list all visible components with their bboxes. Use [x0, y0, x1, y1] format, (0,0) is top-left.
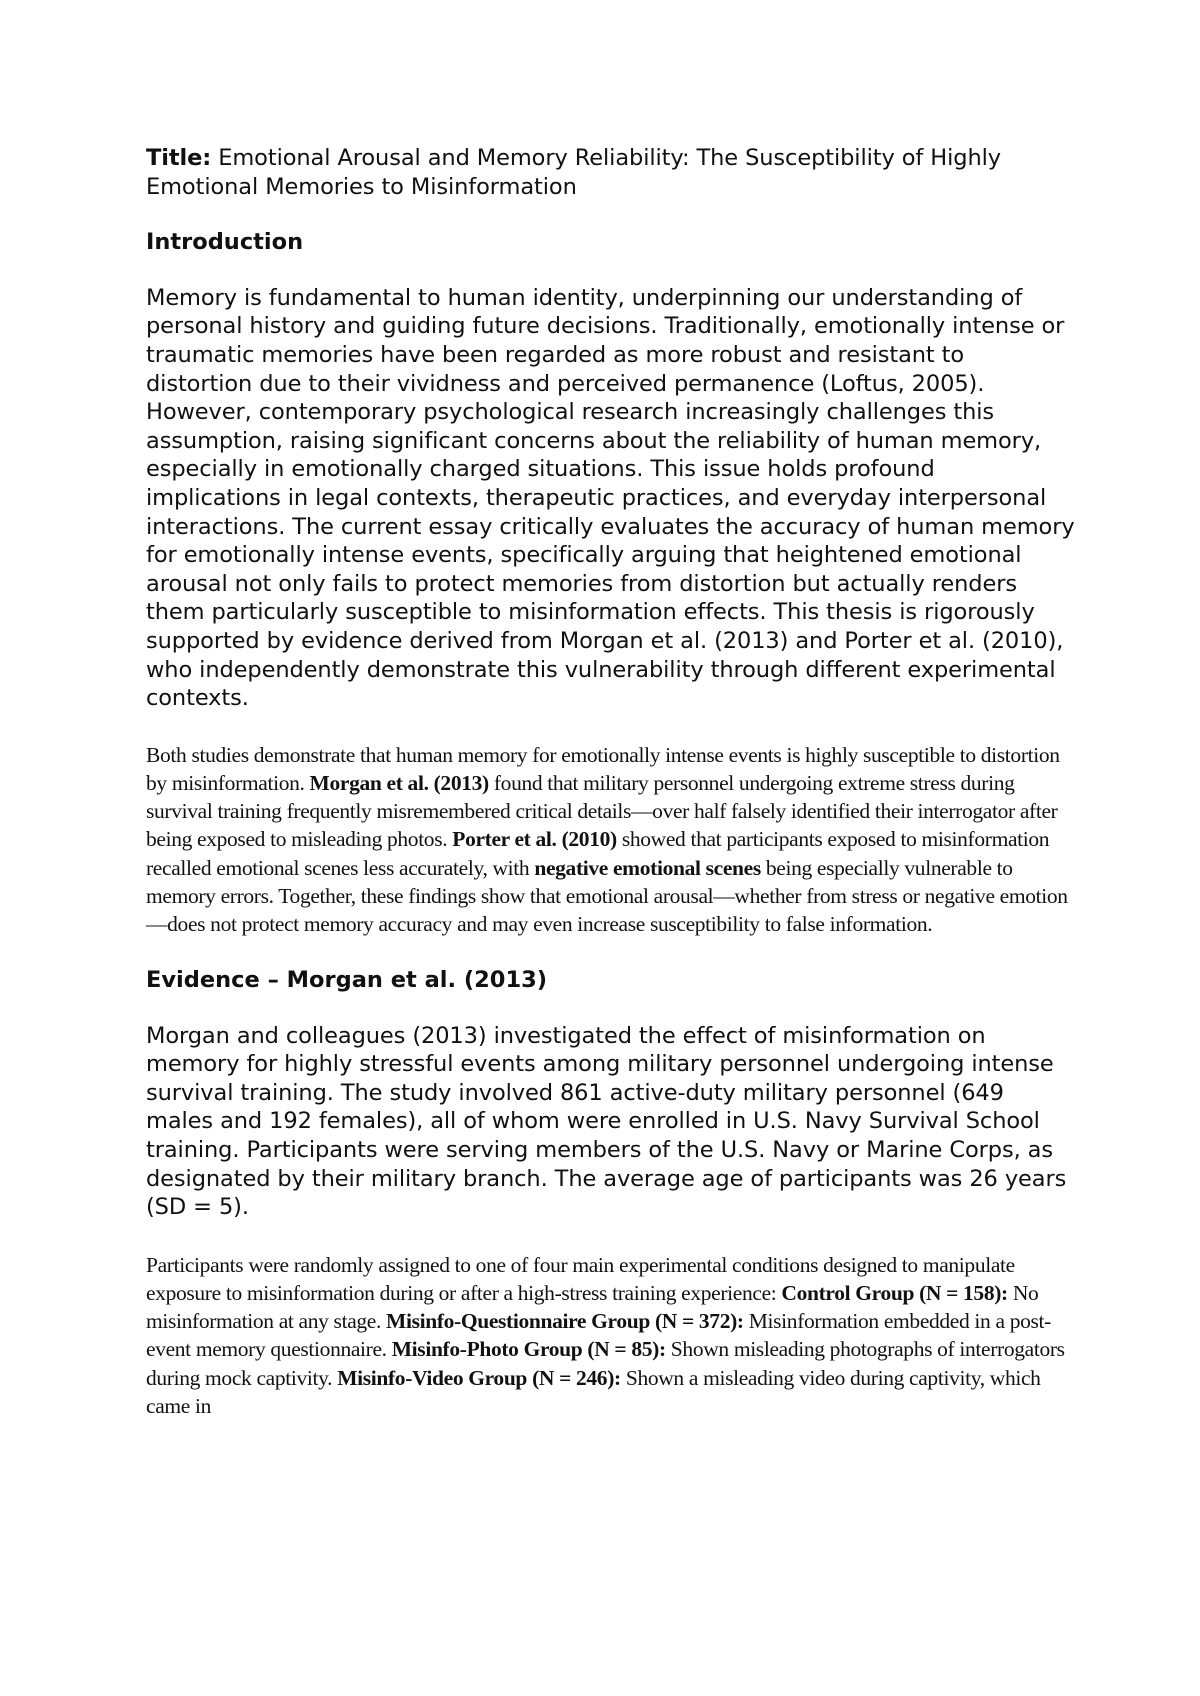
document-page	[146, 144, 1076, 1420]
intro-p2-text-2: found that military personnel undergoing extreme stress during survival training frequently misremembered critical details—over half falsely identified their interrogator after being exposed to misleading photos.	[146, 770, 1058, 852]
introduction-paragraph-2	[146, 741, 1076, 938]
introduction-heading: Introduction	[146, 229, 304, 256]
evidence-paragraph-1: Morgan and colleagues (2013) investigated the effect of misinformation on memory for highly stressful events among military personnel undergoing intense survival training. The study involved 861 active-duty military personnel (649 males and 192 females), all of whom were enrolled in U.S. Navy Survival School training. Participants were serving members of the U.S. Navy or Marine Corps, as designated by their military branch. The average age of participants was 26 years (SD = 5).	[146, 1022, 1067, 1221]
evidence-paragraph-2	[146, 1251, 1076, 1420]
intro-p2-text-3: showed that participants exposed to misinformation recalled emotional scenes less accurately, with	[146, 827, 1050, 880]
evidence-p2-text-4: Shown misleading photographs of interrogators during mock captivity.	[146, 1337, 1065, 1390]
document-title	[146, 144, 1076, 201]
title-text: Emotional Arousal and Memory Reliability: The Susceptibility of Highly Emotional Memories to Misinformation	[146, 145, 1001, 200]
introduction-paragraph-1: Memory is fundamental to human identity, underpinning our understanding of personal history and guiding future decisions. Traditionally, emotionally intense or traumatic memories have been regarded as more robust and resistant to distortion due to their vividness and perceived permanence (Loftus, 2005). However, contemporary psychological research increasingly challenges this assumption, raising significant concerns about the reliability of human memory, especially in emotionally charged situations. This issue holds profound implications in legal contexts, therapeutic practices, and everyday interpersonal interactions. The current essay critically evaluates the accuracy of human memory for emotionally intense events, specifically arguing that heightened emotional arousal not only fails to protect memories from distortion but actually renders them particularly susceptible to misinformation effects. This thesis is rigorously supported by evidence derived from Morgan et al. (2013) and Porter et al. (2010), who independently demonstrate this vulnerability through different experimental contexts.	[146, 284, 1075, 712]
intro-p2-text-4: being especially vulnerable to memory errors. Together, these findings show that emotional arousal—whether from stress or negative emotion—does not protect memory accuracy and may even increase susceptibility to false information.	[146, 855, 1068, 936]
evidence-p2-bold-control-group: Control Group (N = 158):	[781, 1281, 1008, 1306]
evidence-p2-bold-photo-group: Misinfo-Photo Group (N = 85):	[391, 1337, 666, 1362]
evidence-p2-bold-video-group: Misinfo-Video Group (N = 246):	[337, 1365, 621, 1390]
intro-p2-text-1: Both studies demonstrate that human memory for emotionally intense events is highly susceptible to distortion by misinformation.	[146, 742, 1060, 795]
intro-p2-bold-negative-scenes: negative emotional scenes	[534, 855, 761, 880]
evidence-p2-text-2: No misinformation at any stage.	[146, 1281, 1039, 1334]
evidence-p2-text-1: Participants were randomly assigned to one of four main experimental conditions designed to manipulate exposure to misinformation during or after a high-stress training experience:	[146, 1252, 1015, 1306]
intro-p2-bold-morgan: Morgan et al. (2013)	[309, 770, 489, 795]
evidence-heading: Evidence – Morgan et al. (2013)	[146, 967, 548, 994]
title-label: Title:	[146, 145, 212, 171]
intro-p2-bold-porter: Porter et al. (2010)	[452, 827, 617, 852]
evidence-p2-bold-questionnaire-group: Misinfo-Questionnaire Group (N = 372):	[386, 1309, 744, 1334]
evidence-p2-text-5: Shown a misleading video during captivity, which came in	[146, 1365, 1041, 1418]
evidence-p2-text-3: Misinformation embedded in a post-event memory questionnaire.	[146, 1309, 1051, 1362]
